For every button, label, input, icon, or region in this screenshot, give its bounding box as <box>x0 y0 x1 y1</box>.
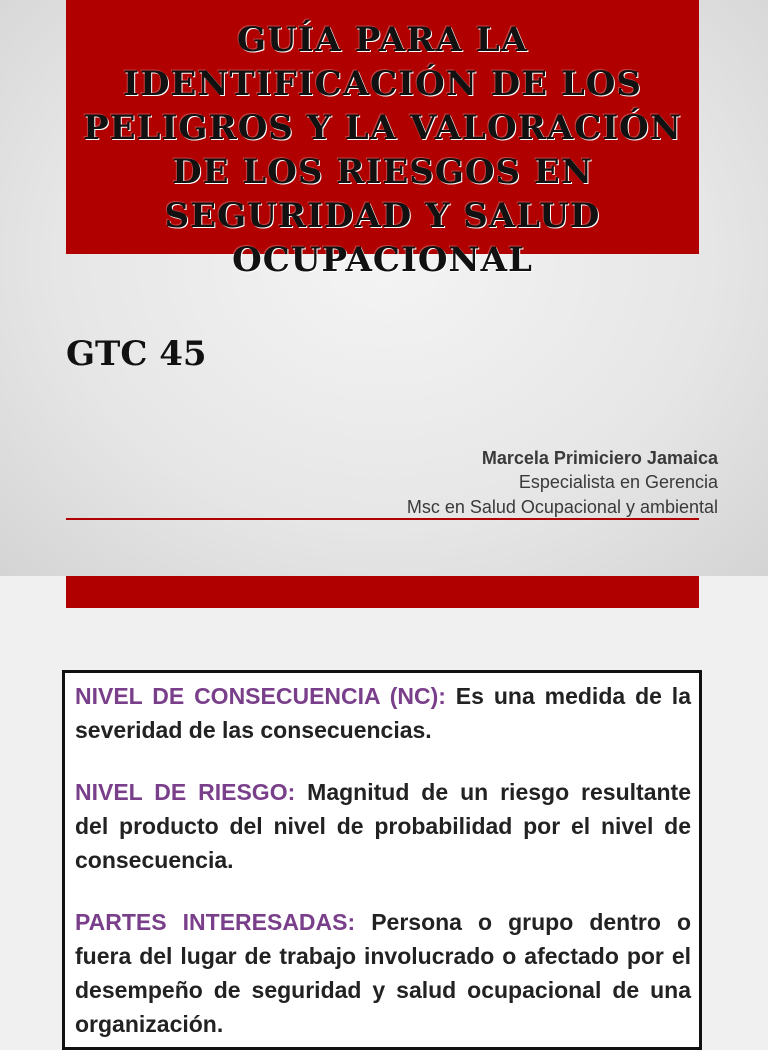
definition-item <box>75 905 691 1041</box>
definition-term: PARTES INTERESADAS: <box>75 909 356 935</box>
author-name: Marcela Primiciero Jamaica <box>481 448 718 468</box>
author-title: Especialista en Gerencia <box>518 472 718 492</box>
definition-item <box>75 679 691 747</box>
definition-text: Es una medida de la severidad de las consecuencias. <box>75 683 691 743</box>
definitions-slide <box>0 576 768 1037</box>
slide-title: GUÍA PARA LA IDENTIFICACIÓN DE LOS PELIGROS Y LA VALORACIÓN DE LOS RIESGOS EN SEGURIDAD Y SALUD OCUPACIONAL <box>83 20 682 280</box>
definition-text: Magnitud de un riesgo resultante del producto del nivel de probabilidad por el nivel de consecuencia. <box>75 779 691 873</box>
definition-term: NIVEL DE RIESGO: <box>75 779 296 805</box>
author-degree: Msc en Salud Ocupacional y ambiental <box>406 497 718 517</box>
definition-text: Persona o grupo dentro o fuera del lugar de trabajo involucrado o afectado por el desempeño de seguridad y salud ocupacional de una organización. <box>75 909 691 1037</box>
definition-term: NIVEL DE CONSECUENCIA (NC): <box>75 683 446 709</box>
author-block <box>407 446 718 520</box>
definitions-box <box>62 670 702 1050</box>
definition-item <box>75 775 691 877</box>
red-divider-line <box>66 518 699 520</box>
red-header-band <box>66 576 699 608</box>
guide-code: GTC 45 <box>66 334 207 374</box>
